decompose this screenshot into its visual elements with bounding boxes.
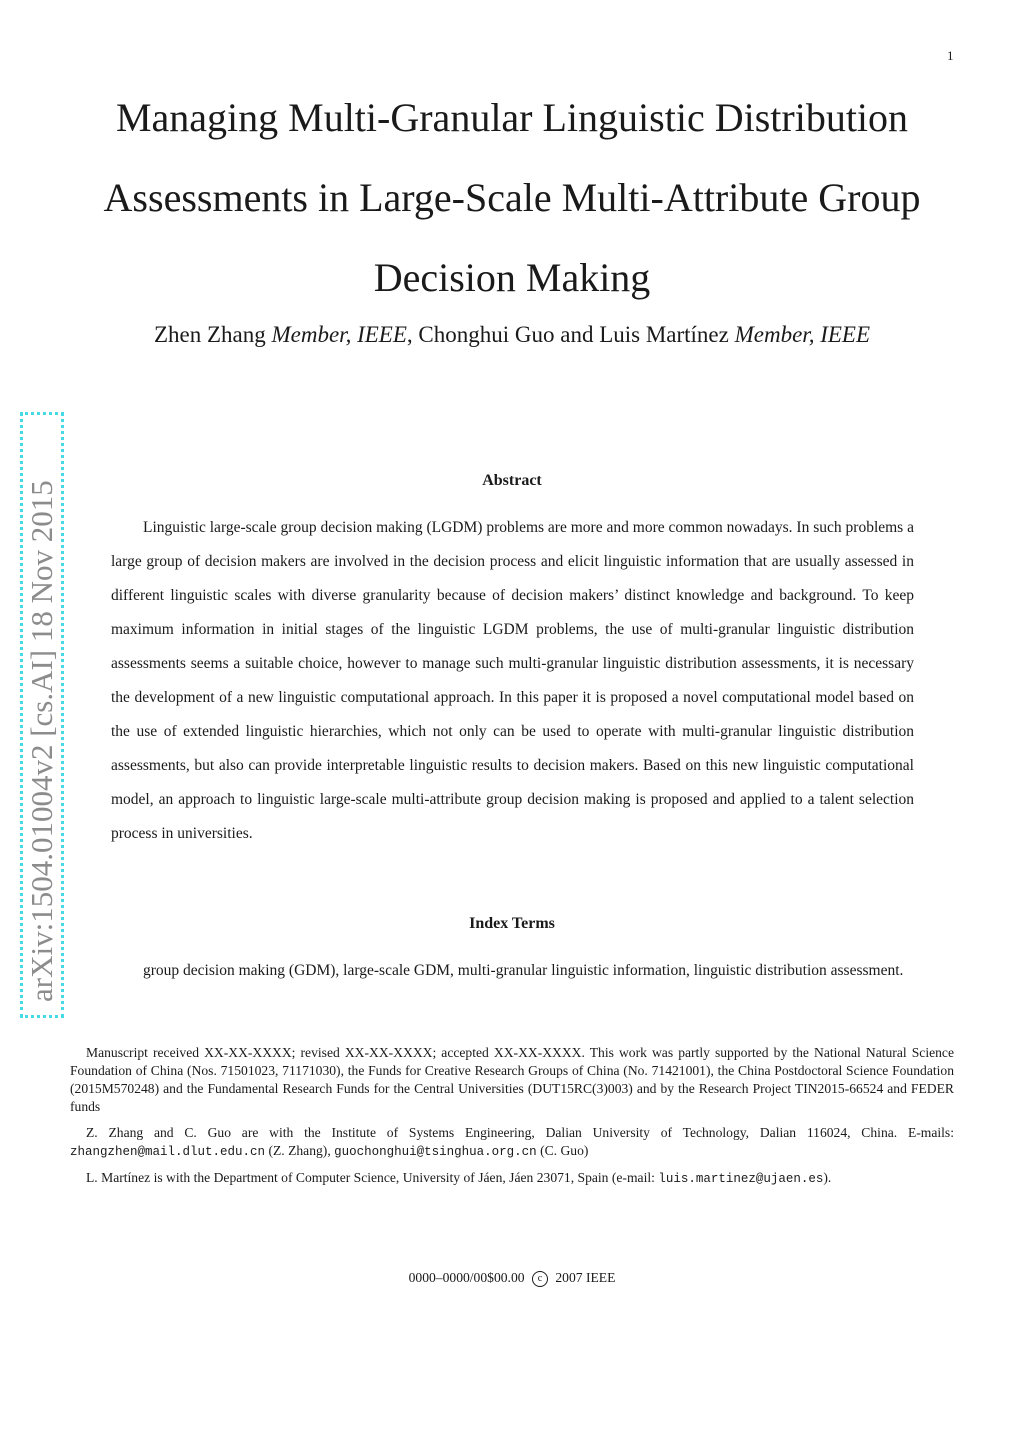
abstract-text: Linguistic large-scale group decision making (LGDM) problems are more and more common nowadays. In such problems a large group of decision makers are involved in the decision process and elicit linguistic information that are usually assessed in different linguistic scales with diverse granularity because of decision makers’ distinct knowledge and background. To keep maximum information in initial stages of the linguistic LGDM problems, the use of multi-granular linguistic distribution assessments seems a suitable choice, however to manage such multi-granular linguistic distribution assessments, it is necessary the development of a new linguistic computational approach. In this paper it is proposed a novel computational model based on the use of extended linguistic hierarchies, which not only can be used to operate with multi-granular linguistic distribution assessments, but also can provide interpretable linguistic results to decision makers. Based on this new linguistic computational model, an approach to linguistic large-scale multi-attribute group decision making is proposed and applied to a talent selection process in universities.: [111, 519, 914, 842]
email-zhang-note: (Z. Zhang),: [265, 1143, 335, 1158]
copyright-year-org: 2007 IEEE: [555, 1270, 616, 1285]
copyright-line: [0, 1270, 1024, 1287]
paper-title: [60, 78, 964, 318]
footnote-affiliation-zhang-guo: [70, 1124, 954, 1161]
title-line-3: Decision Making: [373, 255, 651, 300]
author-zhang: Zhen Zhang: [153, 322, 266, 347]
email-guo-link[interactable]: guochonghui@tsinghua.org.cn: [334, 1145, 537, 1159]
footnote-affiliation-martinez: [70, 1169, 954, 1188]
email-guo-note: (C. Guo): [536, 1143, 589, 1158]
arxiv-stamp: arXiv:1504.01004v2 [cs.AI] 18 Nov 2015: [24, 480, 59, 1002]
affiliation-martinez-end: ).: [823, 1170, 832, 1185]
footnotes: [70, 1044, 954, 1196]
index-terms-text: group decision making (GDM), large-scale GDM, multi-granular linguistic information, linguistic distribution assessment.: [143, 962, 904, 979]
copyright-icon: c: [532, 1271, 548, 1287]
email-martinez-link[interactable]: luis.martinez@ujaen.es: [658, 1172, 824, 1186]
author-list: [0, 322, 1024, 348]
author-martinez-role: Member, IEEE: [734, 322, 871, 347]
index-terms-heading: Index Terms: [469, 915, 555, 932]
author-guo-martinez: , Chonghui Guo and Luis Martínez: [406, 322, 729, 347]
page-number: 1: [947, 48, 954, 63]
affiliation-martinez-text: L. Martínez is with the Department of Computer Science, University of Jáen, Jáen 23071, Spain (e-mail:: [86, 1170, 659, 1185]
title-line-1: Managing Multi-Granular Linguistic Distribution: [115, 95, 909, 140]
title-line-2: Assessments in Large-Scale Multi-Attribute Group: [103, 175, 921, 220]
email-zhang-link[interactable]: zhangzhen@mail.dlut.edu.cn: [70, 1145, 266, 1159]
copyright-code: 0000–0000/00$00.00: [408, 1270, 525, 1285]
affiliation-zhang-guo-text: Z. Zhang and C. Guo are with the Institute of Systems Engineering, Dalian University of Technology, Dalian 116024, China. E-mails:: [86, 1125, 954, 1140]
footnote-manuscript: Manuscript received XX-XX-XXXX; revised XX-XX-XXXX; accepted XX-XX-XXXX. This work was partly supported by the National Natural Science Foundation of China (Nos. 71501023, 71171030), the Funds for Creative Research Groups of China (No. 71421001), the China Postdoctoral Science Foundation (2015M570248) and the Fundamental Research Funds for the Central Universities (DUT15RC(3)003) and by the Research Project TIN2015-66524 and FEDER funds: [70, 1045, 954, 1114]
author-zhang-role: Member, IEEE: [271, 322, 407, 347]
abstract-heading: Abstract: [482, 472, 542, 489]
